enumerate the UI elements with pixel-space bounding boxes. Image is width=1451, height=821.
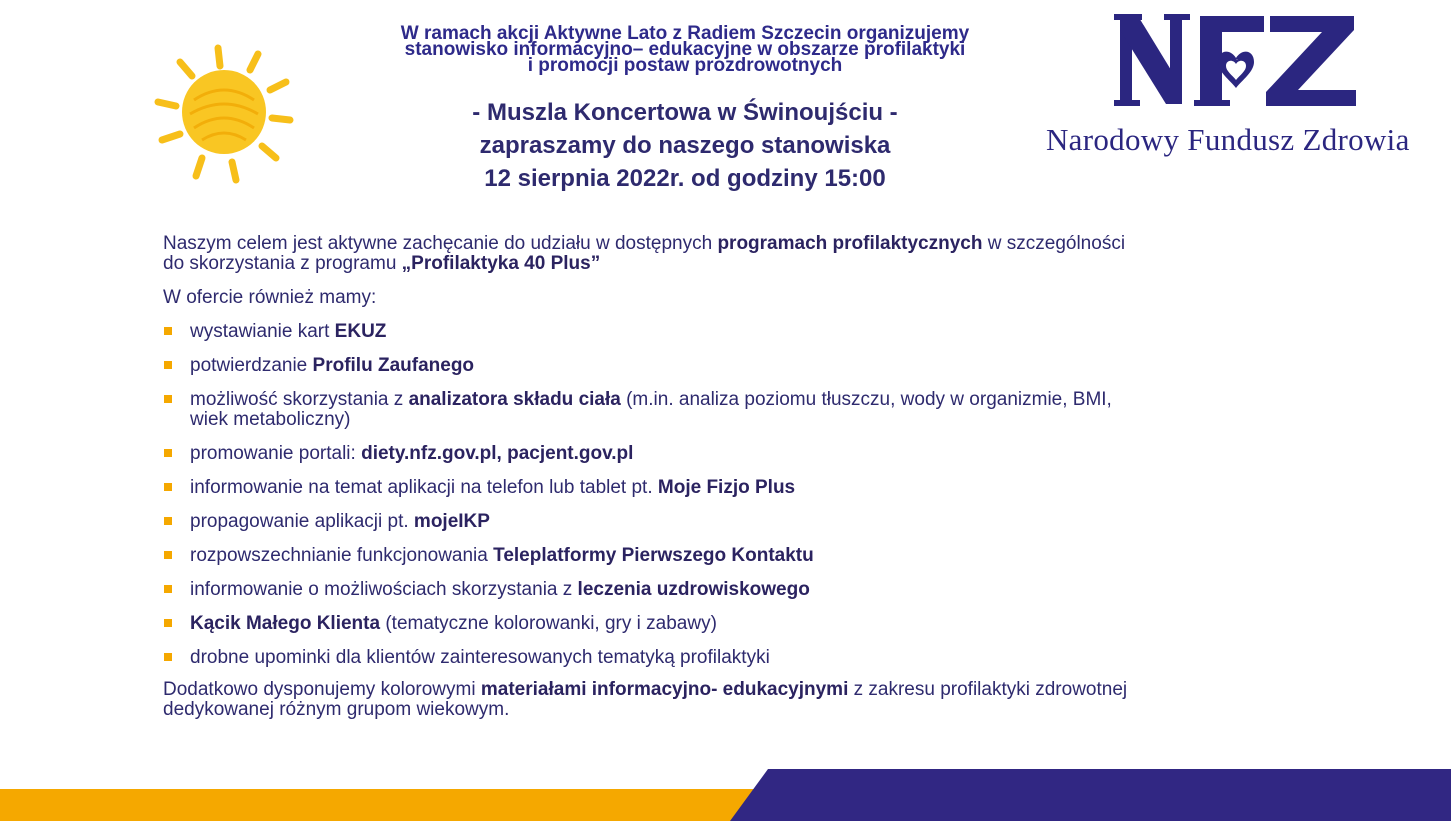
bullet-icon [164, 517, 172, 525]
highlight: analizatora składu ciała [408, 389, 621, 410]
text: potwierdzanie [190, 355, 313, 376]
text: wystawianie kart [190, 321, 335, 342]
bullet-icon [164, 449, 172, 457]
intro-line: i promocji postaw prozdrowotnych [527, 55, 843, 76]
logo-name: Narodowy Fundusz Zdrowia [1046, 122, 1410, 157]
highlight: diety.nfz.gov.pl, pacjent.gov.pl [361, 443, 634, 464]
text: drobne upominki dla klientów zainteresowanych tematyką profilaktyki [190, 647, 770, 668]
text: informowanie na temat aplikacji na telefon lub tablet pt. [190, 477, 658, 498]
list-item [163, 512, 1243, 532]
list-item [163, 390, 1243, 430]
text: (m.in. analiza poziomu tłuszczu, wody w organizmie, BMI, [620, 389, 1112, 410]
text: rozpowszechnianie funkcjonowania [190, 545, 494, 566]
list-item [163, 478, 1243, 498]
event-invitation: zapraszamy do naszego stanowiska [479, 132, 891, 159]
text: do skorzystania z programu [163, 253, 402, 274]
highlight: Kącik Małego Klienta [190, 613, 381, 634]
text: informowanie o możliwościach skorzystania z [190, 579, 578, 600]
bullet-icon [164, 619, 172, 627]
bullet-icon [164, 361, 172, 369]
intro-paragraph-line [163, 234, 1243, 254]
main-content [163, 234, 1243, 720]
event-location: - Muszla Koncertowa w Świnoujściu - [472, 99, 898, 126]
bullet-icon [164, 551, 172, 559]
list-item [163, 444, 1243, 464]
closing-paragraph-line [163, 680, 1243, 700]
offer-list [163, 322, 1243, 668]
text: promowanie portali: [190, 443, 362, 464]
text: możliwość skorzystania z [190, 389, 409, 410]
intro-paragraph [163, 234, 1243, 274]
intro-paragraph-line [163, 254, 1243, 274]
list-item-line: wiek metaboliczny) [190, 409, 351, 430]
highlight: Teleplatformy Pierwszego Kontaktu [493, 545, 814, 566]
bullet-icon [164, 483, 172, 491]
bullet-icon [164, 653, 172, 661]
event-date: 12 sierpnia 2022r. od godziny 15:00 [484, 165, 886, 192]
list-item [163, 614, 1243, 634]
list-item-line [190, 390, 1243, 410]
highlight: mojeIKP [413, 511, 490, 532]
list-item [163, 546, 1243, 566]
logo-mark: NFZ [1236, 60, 1238, 61]
list-item [163, 580, 1243, 600]
footer-stripes [0, 761, 1451, 821]
highlight: leczenia uzdrowiskowego [577, 579, 810, 600]
intro-line: W ramach akcji Aktywne Lato z Radiem Szczecin organizujemy [400, 23, 970, 44]
highlight: EKUZ [334, 321, 387, 342]
highlight: programach profilaktycznych [717, 233, 983, 254]
header [330, 23, 1040, 195]
bullet-icon [164, 585, 172, 593]
text: Naszym celem jest aktywne zachęcanie do udziału w dostępnych [163, 233, 718, 254]
text: Dodatkowo dysponujemy kolorowymi [163, 679, 481, 700]
offer-heading: W ofercie również mamy: [163, 287, 377, 308]
highlight: Profilu Zaufanego [312, 355, 475, 376]
list-item [163, 322, 1243, 342]
highlight: Moje Fizjo Plus [657, 477, 796, 498]
text: z zakresu profilaktyki zdrowotnej [848, 679, 1128, 700]
closing-paragraph-line: dedykowanej różnym grupom wiekowym. [163, 699, 510, 720]
event-intro [330, 23, 1040, 76]
text: w szczególności [982, 233, 1126, 254]
program-name: „Profilaktyka 40 Plus” [401, 253, 601, 274]
event-details [330, 96, 1040, 195]
bullet-icon [164, 395, 172, 403]
intro-line: stanowisko informacyjno– edukacyjne w obszarze profilaktyki [404, 39, 966, 60]
list-item [163, 648, 1243, 668]
sun-icon [150, 40, 300, 185]
closing-paragraph [163, 680, 1243, 720]
highlight: materiałami informacyjno- edukacyjnymi [480, 679, 849, 700]
bullet-icon [164, 327, 172, 335]
text: (tematyczne kolorowanki, gry i zabawy) [380, 613, 717, 634]
text: propagowanie aplikacji pt. [190, 511, 414, 532]
list-item [163, 356, 1243, 376]
